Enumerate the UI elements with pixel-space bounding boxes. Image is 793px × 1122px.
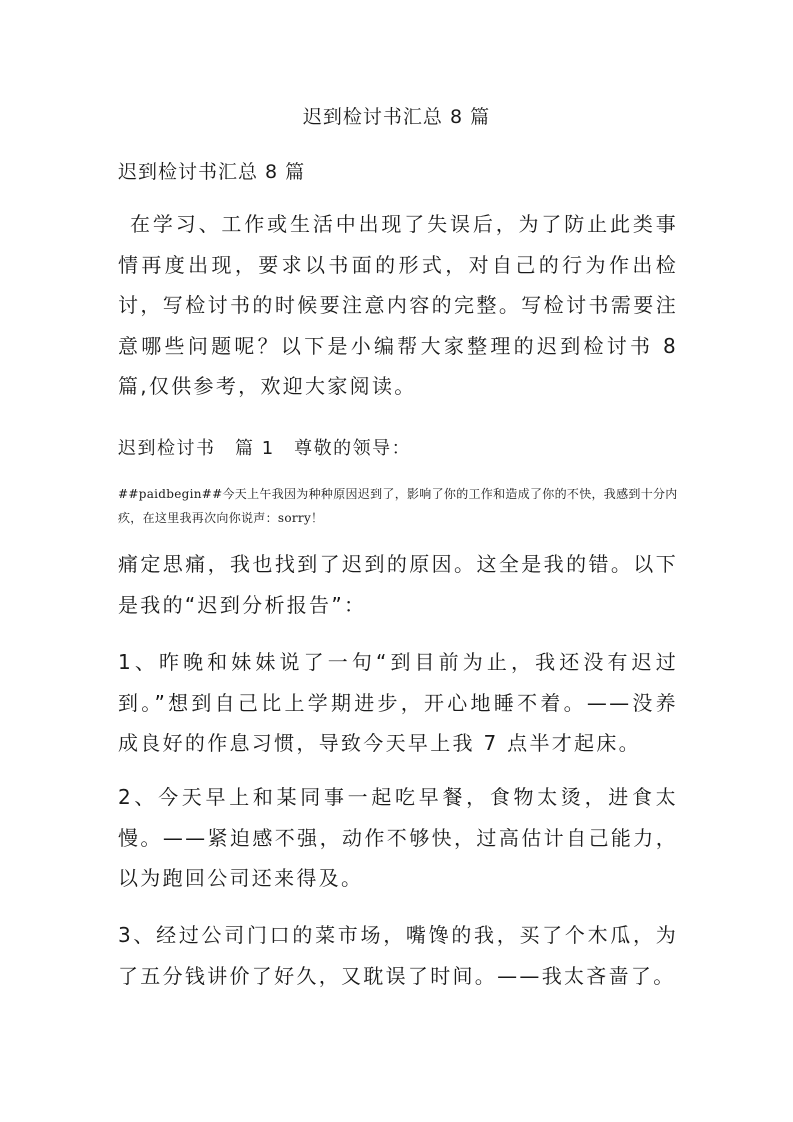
document-title: 迟到检讨书汇总 8 篇 [302, 106, 491, 128]
document-subtitle: 迟到检讨书汇总 8 篇 [118, 161, 306, 183]
reason-paragraph-3: 3、经过公司门口的菜市场，嘴馋的我，买了个木瓜，为了五分钱讲价了好久，又耽误了时间。——我太吝啬了。 [118, 923, 678, 988]
paid-paragraph: ##paidbegin##今天上午我因为种种原因迟到了，影响了你的工作和造成了你的不快，我感到十分内疚，在这里我再次向你说声：sorry！ [118, 487, 678, 525]
section-heading: 迟到检讨书 篇 1 尊敬的领导： [118, 438, 412, 459]
reason-paragraph-1: 1、昨晚和妹妹说了一句“到目前为止，我还没有迟过到。”想到自己比上学期进步，开心地睡不着。——没养成良好的作息习惯，导致今天早上我 7 点半才起床。 [118, 650, 678, 755]
intro-paragraph: 在学习、工作或生活中出现了失误后，为了防止此类事情再度出现，要求以书面的形式，对自己的行为作出检讨，写检讨书的时候要注意内容的完整。写检讨书需要注意哪些问题呢？以下是小编帮大家整理的迟到检讨书 8 篇,仅供参考，欢迎大家阅读。 [118, 212, 678, 398]
analysis-paragraph: 痛定思痛，我也找到了迟到的原因。这全是我的错。以下是我的“迟到分析报告”： [118, 552, 678, 617]
reason-paragraph-2: 2、今天早上和某同事一起吃早餐，食物太烫，进食太慢。——紧迫感不强，动作不够快，过高估计自己能力，以为跑回公司还来得及。 [118, 785, 678, 890]
